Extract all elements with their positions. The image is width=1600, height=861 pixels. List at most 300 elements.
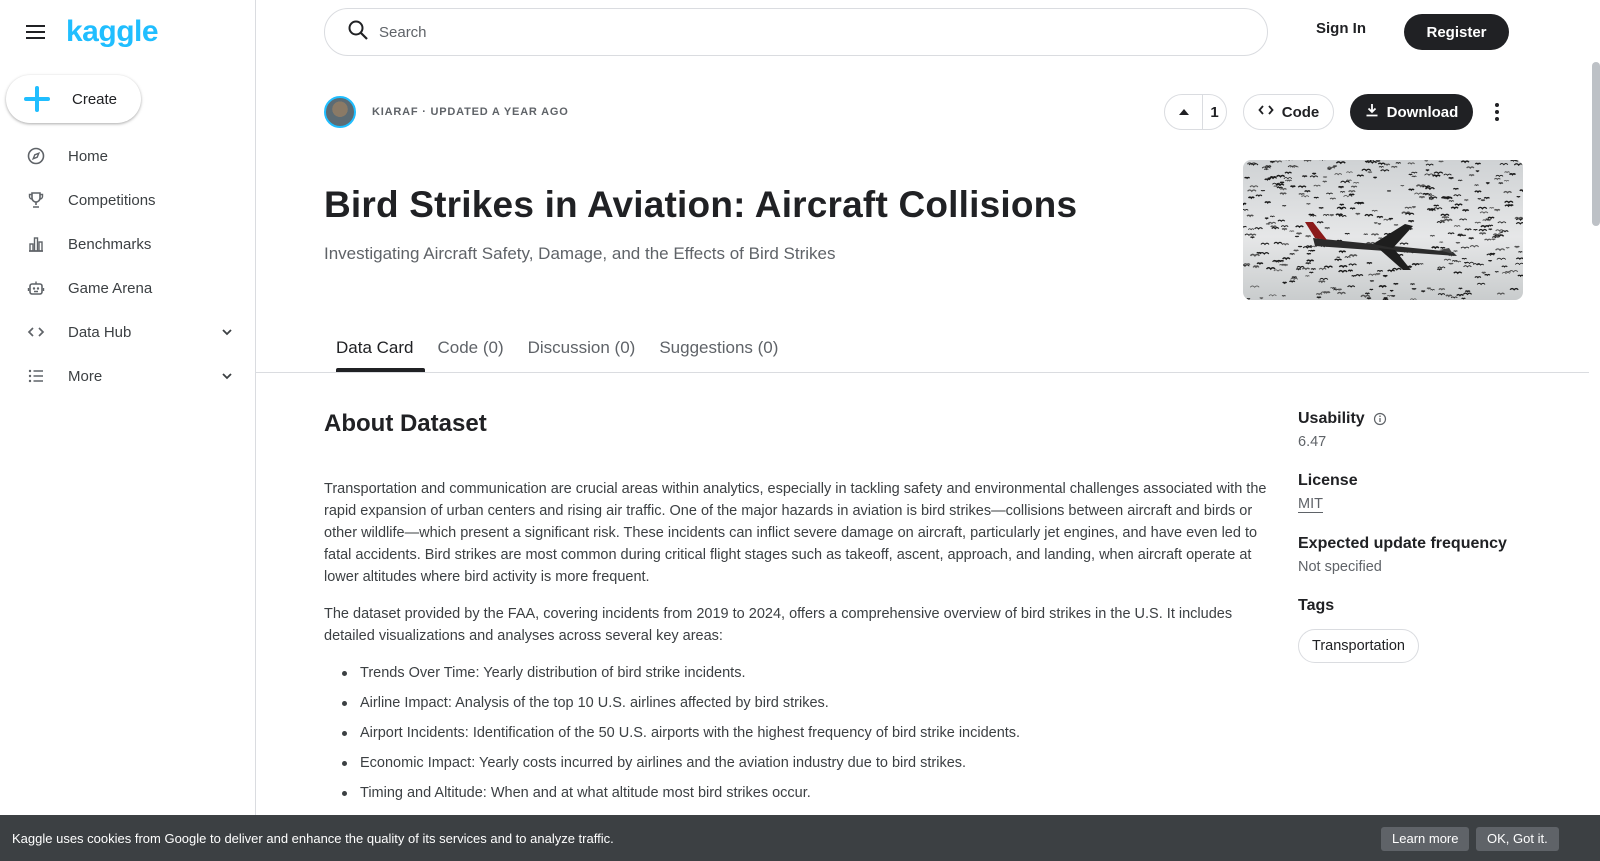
bird-mark (1309, 214, 1314, 215)
bird-mark (1269, 295, 1276, 296)
bird-mark (1335, 259, 1342, 260)
bird-mark (1475, 222, 1481, 223)
search-icon (347, 19, 369, 46)
bird-mark (1448, 233, 1454, 234)
bird-mark (1371, 234, 1378, 235)
bird-mark (1437, 222, 1444, 223)
sidebar-item-game-arena[interactable] (0, 266, 255, 310)
bird-mark (1419, 197, 1424, 198)
sidebar-item-data-hub[interactable] (0, 310, 255, 354)
bird-mark (1316, 294, 1322, 295)
bird-mark (1414, 193, 1422, 194)
search-bar[interactable] (324, 8, 1268, 56)
code-button[interactable] (1243, 94, 1334, 130)
bird-mark (1377, 217, 1383, 218)
sidebar-item-competitions[interactable] (0, 178, 255, 222)
bird-mark (1290, 166, 1298, 167)
bird-mark (1272, 228, 1279, 229)
bird-mark (1250, 186, 1258, 187)
bird-mark (1434, 172, 1443, 173)
bird-mark (1348, 286, 1355, 287)
bird-mark (1282, 296, 1285, 297)
bird-mark (1260, 253, 1269, 254)
bird-mark (1409, 174, 1412, 175)
bird-mark (1339, 187, 1344, 188)
bird-mark (1484, 198, 1489, 199)
bird-mark (1266, 268, 1275, 269)
bird-mark (1337, 292, 1345, 293)
bird-mark (1282, 206, 1286, 207)
tab-code[interactable]: Code (0) (437, 338, 504, 357)
bird-mark (1463, 293, 1471, 294)
bird-mark (1452, 261, 1457, 262)
code-icon (26, 322, 46, 342)
more-options-icon[interactable] (1483, 94, 1511, 130)
bird-mark (1274, 270, 1282, 271)
bird-mark (1409, 189, 1414, 190)
bird-mark (1412, 176, 1417, 177)
sidebar-nav (0, 134, 255, 398)
bird-mark (1285, 180, 1290, 181)
bird-mark (1429, 197, 1437, 198)
bird-mark (1294, 250, 1299, 251)
license-link[interactable]: MIT (1298, 496, 1323, 512)
bird-mark (1340, 204, 1344, 205)
bird-mark (1516, 223, 1523, 224)
sidebar-item-label: Data Hub (68, 323, 132, 341)
owner-updated-text[interactable]: KIARAF · UPDATED A YEAR AGO (372, 106, 569, 118)
download-icon (1365, 103, 1379, 121)
cookie-banner (0, 815, 1600, 861)
bird-mark (1408, 221, 1413, 222)
bird-mark (1388, 270, 1395, 271)
bird-mark (1462, 258, 1467, 259)
bird-mark (1392, 268, 1401, 269)
about-dataset-heading: About Dataset (324, 410, 487, 437)
bird-mark (1290, 254, 1295, 255)
bird-mark (1296, 269, 1300, 270)
bird-mark (1278, 220, 1285, 221)
list-icon (26, 366, 46, 386)
download-button[interactable] (1350, 94, 1473, 130)
avatar[interactable] (324, 96, 356, 128)
bird-mark (1440, 220, 1445, 221)
create-label: Create (72, 90, 118, 108)
bird-mark (1328, 167, 1335, 168)
bird-mark (1391, 296, 1394, 297)
bird-mark (1454, 195, 1461, 196)
bird-mark (1383, 299, 1388, 300)
bird-mark (1317, 297, 1321, 298)
bird-mark (1319, 281, 1325, 282)
sidebar-header (0, 0, 255, 64)
vote-count[interactable]: 1 (1210, 103, 1219, 121)
bird-mark (1346, 172, 1352, 173)
bird-mark (1317, 222, 1323, 223)
bird-mark (1364, 234, 1368, 235)
list-item: Airline Impact: Analysis of the top 10 U.S. airlines affected by bird strikes. (342, 692, 1274, 714)
info-icon[interactable] (1373, 412, 1387, 426)
bird-mark (1307, 204, 1311, 205)
tags-label: Tags (1298, 597, 1335, 614)
bird-mark (1284, 178, 1292, 179)
bird-mark (1283, 258, 1290, 259)
bird-mark (1465, 229, 1471, 230)
bird-mark (1475, 277, 1481, 278)
bird-mark (1352, 276, 1356, 277)
bird-mark (1432, 247, 1439, 248)
bird-mark (1451, 297, 1457, 298)
bird-mark (1477, 283, 1485, 284)
bird-mark (1367, 263, 1372, 264)
bird-mark (1270, 162, 1274, 163)
bird-mark (1485, 274, 1490, 275)
bird-mark (1310, 176, 1318, 177)
bird-mark (1396, 163, 1401, 164)
bird-mark (1370, 281, 1374, 282)
bird-mark (1338, 289, 1341, 290)
bird-mark (1510, 289, 1518, 290)
update-frequency-value: Not specified (1298, 559, 1382, 575)
bird-mark (1332, 288, 1336, 289)
plus-icon (24, 86, 50, 112)
bird-mark (1481, 200, 1485, 201)
bird-mark (1438, 267, 1445, 268)
list-item: Timing and Altitude: When and at what altitude most bird strikes occur. (342, 782, 1274, 804)
bird-mark (1454, 226, 1460, 227)
register-button[interactable]: Register (1404, 14, 1509, 50)
bird-mark (1438, 294, 1445, 295)
bird-mark (1458, 180, 1462, 181)
kaggle-logo[interactable]: kaggle (66, 15, 159, 48)
bird-mark (1249, 234, 1256, 235)
bird-mark (1378, 163, 1384, 164)
bird-mark (1515, 263, 1523, 264)
about-paragraph: The dataset provided by the FAA, covering incidents from 2019 to 2024, offers a comprehensive overview of bird strikes in the U.S. It includes detailed visualizations and analyses across several key areas: (324, 606, 1233, 644)
trophy-icon (26, 190, 46, 210)
bird-mark (1426, 188, 1435, 189)
bird-mark (1497, 293, 1504, 294)
bird-mark (1357, 203, 1364, 204)
bird-mark (1410, 284, 1414, 285)
bird-mark (1461, 161, 1469, 162)
bird-mark (1379, 167, 1384, 168)
bird-mark (1389, 218, 1393, 219)
bird-mark (1516, 258, 1523, 259)
tab-suggestions[interactable]: Suggestions (0) (659, 338, 779, 357)
bird-mark (1520, 190, 1523, 191)
bird-mark (1333, 166, 1336, 167)
about-dataset-body (324, 478, 1274, 812)
bird-mark (1314, 185, 1321, 186)
main-content (256, 0, 1600, 861)
bird-mark (1428, 195, 1434, 196)
bird-mark (1494, 178, 1500, 179)
bird-mark (1362, 169, 1371, 170)
bird-mark (1306, 246, 1312, 247)
list-item: Airport Incidents: Identification of the 50 U.S. airports with the highest frequency of bird strike incidents. (342, 722, 1274, 744)
bird-mark (1341, 181, 1350, 182)
bird-mark (1244, 264, 1250, 265)
bird-mark (1492, 239, 1496, 240)
bird-mark (1412, 289, 1416, 290)
bird-mark (1518, 275, 1523, 276)
bird-mark (1299, 194, 1305, 195)
list-item: Economic Impact: Yearly costs incurred by airlines and the aviation industry due to bird strikes. (342, 752, 1274, 774)
bird-mark (1283, 282, 1287, 283)
bird-mark (1297, 266, 1304, 267)
bird-mark (1270, 216, 1274, 217)
bird-mark (1454, 272, 1462, 273)
bird-mark (1387, 191, 1391, 192)
bird-mark (1303, 247, 1311, 248)
bird-mark (1280, 182, 1284, 183)
bird-mark (1462, 298, 1466, 299)
bird-mark (1429, 210, 1435, 211)
bird-mark (1449, 201, 1454, 202)
bird-mark (1323, 181, 1327, 182)
bird-mark (1356, 275, 1363, 276)
bird-mark (1469, 175, 1474, 176)
bird-mark (1514, 164, 1523, 165)
bird-mark (1292, 277, 1297, 278)
bird-mark (1459, 288, 1463, 289)
upvote-control (1164, 94, 1227, 130)
code-icon (1258, 102, 1274, 122)
bird-mark (1480, 233, 1486, 234)
bird-mark (1489, 208, 1493, 209)
bird-mark (1250, 254, 1259, 255)
list-item: Trends Over Time: Yearly distribution of bird strike incidents. (342, 662, 1274, 684)
create-button[interactable] (6, 75, 141, 123)
bird-mark (1336, 214, 1342, 215)
bird-mark (1368, 160, 1374, 161)
hamburger-menu-icon[interactable] (24, 20, 48, 44)
bird-mark (1290, 281, 1295, 282)
bird-mark (1504, 192, 1512, 193)
bird-mark (1365, 293, 1369, 294)
bird-mark (1504, 180, 1509, 181)
bird-mark (1455, 204, 1462, 205)
bird-mark (1485, 239, 1491, 240)
tag-chip[interactable]: Transportation (1298, 629, 1419, 663)
bird-mark (1430, 235, 1434, 236)
bird-mark (1257, 253, 1261, 254)
bar-chart-icon (26, 234, 46, 254)
tabs-divider (256, 372, 1589, 373)
bird-mark (1500, 164, 1508, 165)
bird-mark (1460, 219, 1467, 220)
bird-mark (1453, 188, 1458, 189)
bird-mark (1319, 268, 1326, 269)
bird-mark (1319, 208, 1323, 209)
bird-mark (1515, 246, 1519, 247)
bird-mark (1274, 242, 1282, 243)
bird-mark (1378, 238, 1382, 239)
bird-mark (1307, 253, 1311, 254)
bird-mark (1441, 214, 1449, 215)
bird-mark (1243, 209, 1248, 210)
bird-mark (1488, 225, 1492, 226)
bird-mark (1254, 266, 1259, 267)
bird-mark (1518, 252, 1522, 253)
bird-mark (1349, 194, 1354, 195)
sidebar-item-home[interactable] (0, 134, 255, 178)
bird-mark (1306, 236, 1311, 237)
bird-mark (1368, 162, 1376, 163)
bird-mark (1439, 289, 1445, 290)
sign-in-link[interactable]: Sign In (1316, 20, 1366, 37)
bird-mark (1306, 263, 1311, 264)
bird-mark (1353, 182, 1359, 183)
bird-mark (1412, 264, 1419, 265)
upvote-button[interactable] (1165, 94, 1203, 130)
bird-mark (1271, 226, 1276, 227)
bird-mark (1339, 266, 1347, 267)
bird-mark (1481, 226, 1489, 227)
sidebar-item-benchmarks[interactable] (0, 222, 255, 266)
search-input[interactable] (379, 24, 1239, 41)
bird-mark (1427, 194, 1431, 195)
bird-mark (1350, 208, 1355, 209)
bird-mark (1400, 243, 1408, 244)
bird-mark (1449, 263, 1453, 264)
bird-mark (1376, 274, 1380, 275)
sidebar-item-more[interactable] (0, 354, 255, 398)
bird-mark (1502, 272, 1510, 273)
bird-mark (1461, 247, 1469, 248)
bird-mark (1475, 185, 1479, 186)
bird-mark (1309, 272, 1313, 273)
bird-mark (1444, 174, 1452, 175)
bird-mark (1274, 161, 1282, 162)
bird-mark (1349, 191, 1356, 192)
usability-label: Usability (1298, 410, 1365, 427)
bird-mark (1277, 176, 1285, 177)
bird-mark (1496, 175, 1503, 176)
bird-mark (1444, 259, 1451, 260)
bird-mark (1405, 207, 1412, 208)
bird-mark (1251, 237, 1255, 238)
bird-mark (1249, 164, 1258, 165)
bird-mark (1478, 207, 1487, 208)
bird-mark (1344, 195, 1353, 196)
bird-mark (1281, 226, 1288, 227)
bird-mark (1243, 203, 1246, 204)
bird-mark (1351, 186, 1356, 187)
bird-mark (1502, 266, 1507, 267)
bird-mark (1426, 164, 1433, 165)
dataset-metadata-panel (1298, 410, 1558, 663)
bird-mark (1337, 207, 1346, 208)
license-label: License (1298, 472, 1358, 489)
bird-mark (1255, 228, 1263, 229)
bird-mark (1495, 210, 1500, 211)
bird-mark (1248, 229, 1254, 230)
bird-mark (1311, 269, 1316, 270)
bird-mark (1470, 246, 1479, 247)
bird-mark (1367, 298, 1371, 299)
bird-mark (1285, 172, 1292, 173)
bird-mark (1361, 295, 1370, 296)
bird-mark (1261, 243, 1269, 244)
bird-mark (1412, 172, 1418, 173)
chevron-down-icon[interactable] (219, 324, 235, 340)
bird-mark (1295, 236, 1299, 237)
bird-mark (1433, 175, 1440, 176)
compass-icon (26, 146, 46, 166)
bird-mark (1357, 175, 1363, 176)
bird-mark (1280, 193, 1286, 194)
bird-mark (1336, 162, 1345, 163)
bird-mark (1419, 264, 1423, 265)
scrollbar-thumb[interactable] (1592, 62, 1600, 226)
bird-mark (1356, 214, 1360, 215)
bird-mark (1313, 246, 1317, 247)
bird-mark (1249, 197, 1255, 198)
tab-data-card[interactable]: Data Card (324, 328, 425, 372)
bird-mark (1510, 174, 1516, 175)
bird-mark (1330, 215, 1334, 216)
dataset-cover-image (1243, 160, 1523, 300)
chevron-down-icon[interactable] (219, 368, 235, 384)
bird-mark (1296, 226, 1304, 227)
bird-mark (1505, 201, 1513, 202)
tab-discussion[interactable]: Discussion (0) (527, 338, 636, 357)
bird-mark (1479, 230, 1487, 231)
bird-mark (1282, 229, 1287, 230)
bird-mark (1379, 286, 1386, 287)
bird-mark (1498, 222, 1506, 223)
bird-mark (1475, 191, 1481, 192)
bird-mark (1282, 264, 1286, 265)
bird-mark (1377, 271, 1383, 272)
bird-mark (1499, 183, 1503, 184)
bird-mark (1248, 190, 1256, 191)
bird-mark (1320, 278, 1328, 279)
bird-mark (1483, 220, 1488, 221)
bird-mark (1302, 196, 1309, 197)
bird-mark (1480, 212, 1488, 213)
bird-mark (1348, 270, 1353, 271)
bird-mark (1349, 264, 1357, 265)
bird-mark (1454, 251, 1458, 252)
learn-more-button[interactable]: Learn more (1381, 827, 1469, 851)
dataset-tabs (324, 328, 790, 372)
bird-mark (1505, 205, 1512, 206)
bird-mark (1339, 215, 1346, 216)
bird-mark (1495, 235, 1504, 236)
bird-mark (1274, 186, 1279, 187)
sidebar-item-label: Game Arena (68, 279, 153, 297)
bird-mark (1247, 215, 1253, 216)
update-frequency-label: Expected update frequency (1298, 535, 1507, 552)
ok-got-it-button[interactable]: OK, Got it. (1476, 827, 1559, 851)
bird-mark (1381, 170, 1389, 171)
bird-mark (1492, 237, 1498, 238)
bird-mark (1328, 169, 1331, 170)
bird-mark (1325, 228, 1330, 229)
bird-mark (1394, 284, 1398, 285)
bird-mark (1243, 226, 1246, 227)
usability-heading (1298, 410, 1558, 428)
bird-mark (1384, 164, 1389, 165)
sidebar-item-label: Competitions (68, 191, 156, 209)
bird-mark (1511, 160, 1517, 161)
bird-mark (1434, 205, 1439, 206)
robot-icon (26, 278, 46, 298)
bird-mark (1439, 161, 1443, 162)
